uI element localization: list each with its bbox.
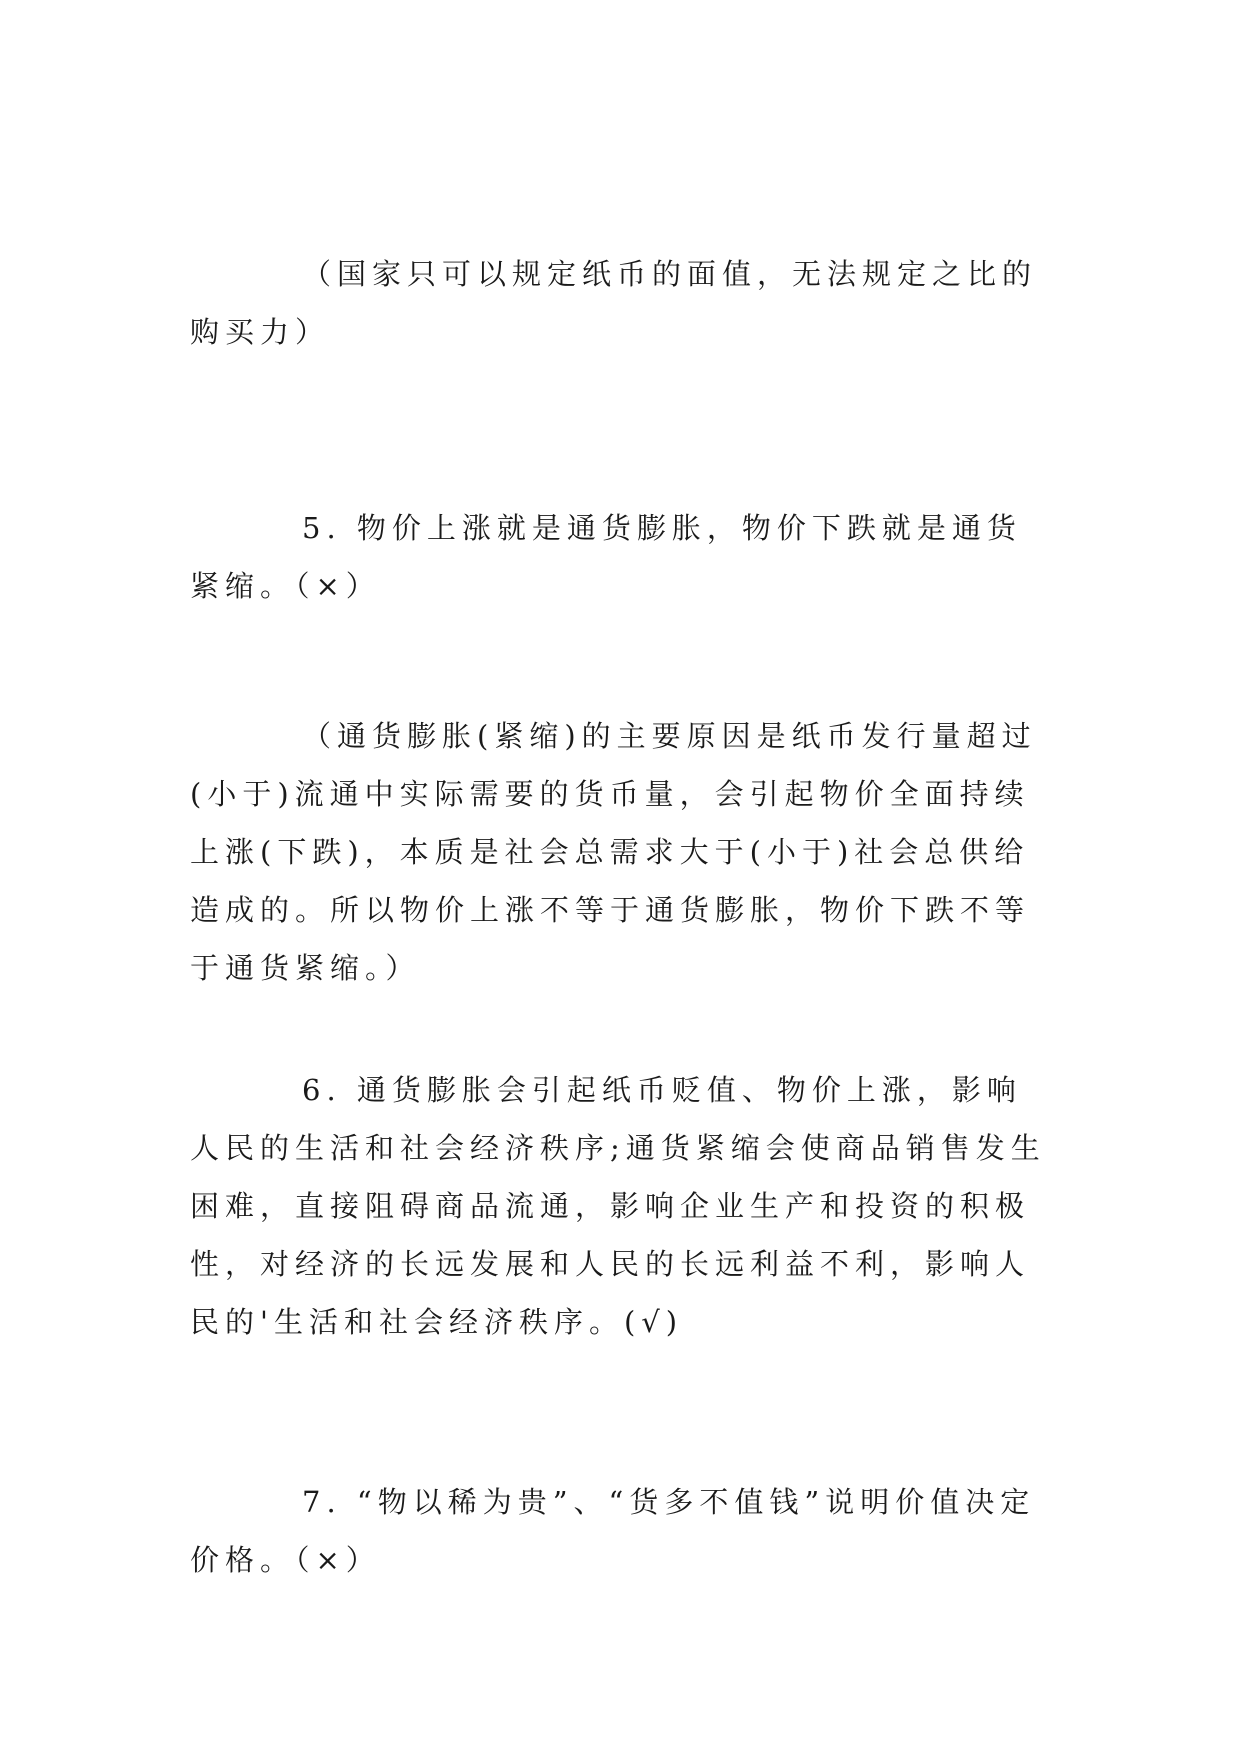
paragraph-explanation-inflation: （通货膨胀(紧缩)的主要原因是纸币发行量超过(小于)流通中实际需要的货币量，会引起物价全面持续上涨(下跌)，本质是社会总需求大于(小于)社会总供给造成的。所以物价上涨不等于通货膨胀，物价下跌不等于通货紧缩。）: [190, 719, 1037, 985]
paragraph-question-5: 5. 物价上涨就是通货膨胀，物价下跌就是通货紧缩。（×）: [190, 511, 1022, 603]
paragraph-note-purchasing-power: （国家只可以规定纸币的面值，无法规定之比的购买力）: [190, 257, 1038, 349]
paragraph-question-7: 7. “物以稀为贵”、“货多不值钱”说明价值决定价格。（×）: [190, 1485, 1036, 1577]
paragraph-question-6: 6. 通货膨胀会引起纸币贬值、物价上涨，影响人民的生活和社会经济秩序;通货紧缩会使商品销售发生困难，直接阻碍商品流通，影响企业生产和投资的积极性，对经济的长远发展和人民的长远利益不利，影响人民的'生活和社会经济秩序。(√): [190, 1073, 1046, 1339]
